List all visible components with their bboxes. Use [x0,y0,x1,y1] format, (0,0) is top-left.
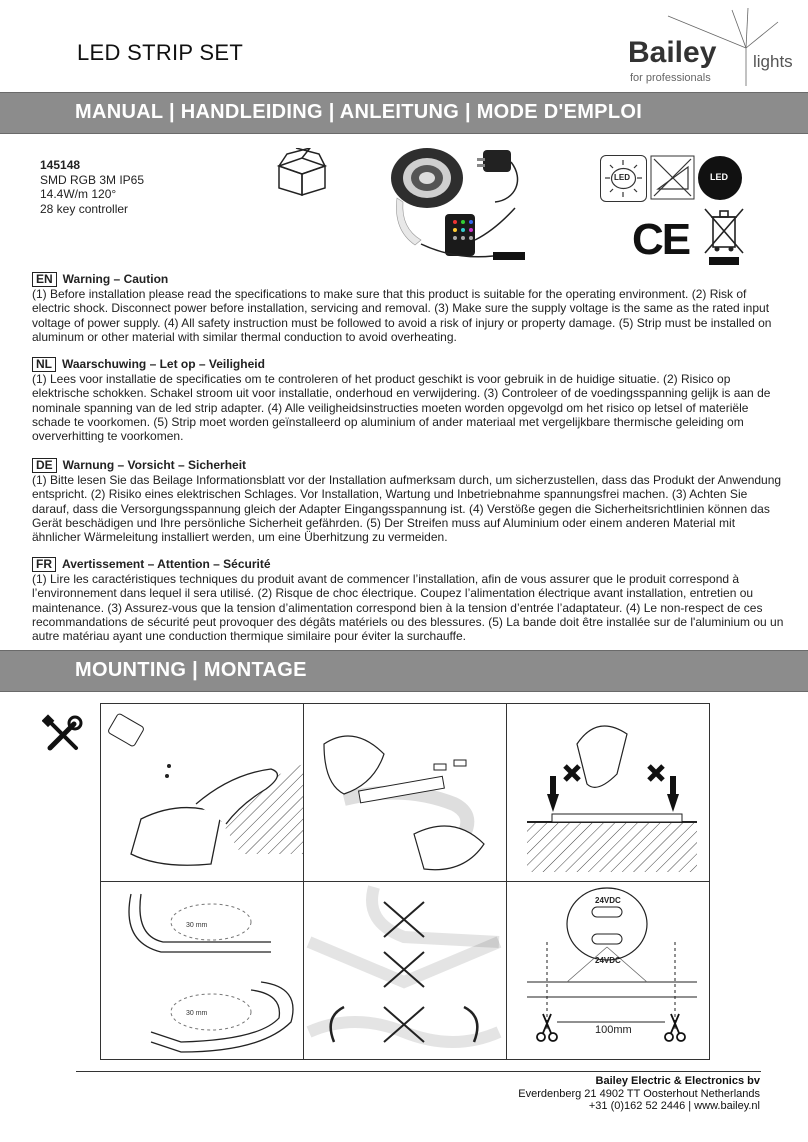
footer-info [518,1075,760,1113]
section-de-heading: Warnung – Vorsicht – Sicherheit [62,458,247,472]
step-clean-surface-illustration [101,704,303,881]
tools-icon [42,714,84,756]
step-peel-backing-illustration [304,704,506,881]
led-badge-icon [698,156,742,200]
step-bend-radius-illustration [101,882,303,1059]
ce-mark-icon: CE [632,215,690,264]
lang-tag-en: EN [32,272,57,287]
manual-band-title: MANUAL | HANDLEIDING | ANLEITUNG | MODE D'EMPLOI [75,101,643,123]
cut-length-label: 100mm [595,1024,632,1036]
logo-name: Bailey [628,36,717,69]
footer-company: Bailey Electric & Electronics bv [595,1075,760,1087]
lang-tag-fr: FR [32,557,56,572]
product-spec-line-1: SMD RGB 3M IP65 [40,172,145,187]
footer-address: Everdenberg 21 4902 TT Oosterhout Netherlands [518,1087,760,1100]
mounting-band [0,650,808,692]
power-adapter-image [477,150,518,202]
led-heat-label: LED [614,173,630,182]
led-badge-label: LED [710,172,728,182]
led-heat-icon [600,155,647,202]
mounting-band-title: MOUNTING | MONTAGE [75,659,307,681]
voltage-bottom-label: 24VDC [595,956,621,965]
section-fr [32,557,784,643]
logo-subtitle: for professionals [630,72,711,84]
product-spec-line-2: 14.4W/m 120° [40,187,117,201]
package-box-icon [275,148,330,196]
section-de [32,458,784,544]
section-de-body: (1) Bitte lesen Sie das Beilage Informationsblatt vor der Installation aufmerksam durch, um sicherzustellen, dass das Produkt der Anwendung entspricht. (2) Risiko eines elektrischen Schlages. Vor Installation, Wartung und Inbetriebnahme spannungsfrei machen. (3) Achten Sie darauf, dass die Versorgungsspannung gleich der Adapter Eingangsspannung ist. (4) Verstöße gegen die Sicherheitsrichtlinien können das Gerät beschädigen und Ihre persönliche Sicherheit gefährden. (5) Der Streifen muss auf Aluminium oder einem anderen Material mit ähnlicher Wärmeleitung installiert werden, um eine Überhitzung zu vermeiden. [32,473,782,545]
document-title: LED STRIP SET [77,40,244,65]
mounting-diagram-grid [100,703,710,1060]
section-nl-body: (1) Lees voor installatie de specificaties om te controleren of het product geschikt is voor gebruik in de huidige situatie. (2) Risico op elektrische schokken. Schakel stroom uit voor installatie, onderhoud en verwijdering. (3) Controleer of de voedingsspanning gelijk is aan de nominale spanning van de led strip adapter. (4) Alle veiligheidsinstructies moeten worden opgevolgd om het risico op letsel of materiële schade te voorkomen. (5) Strip moet worden geïnstalleerd op aluminium of ander materiaal met vergelijkbare thermische geleiding om oververhitting te voorkomen. [32,372,771,444]
step-no-twist-illustration [304,882,506,1059]
section-en [32,272,784,344]
manual-band [0,92,808,134]
step-press-strip-illustration [507,704,709,881]
section-en-body: (1) Before installation please read the specifications to make sure that this product is suitable for the operating environment. (2) Risk of electric shock. Disconnect power before installation, servicing and removal. (3) Make sure the supply voltage is the same as the rated input voltage of power supply. (4) All safety instruction must be followed to avoid a risk of injury or property damage. (5) Strip must be installed on aluminum or other material with similar thermal conduction to avoid overheating. [32,287,772,344]
footer-divider [76,1071,761,1072]
section-nl [32,357,784,443]
weee-bin-icon [703,205,745,267]
section-nl-heading: Waarschuwing – Let op – Veiligheid [62,357,265,371]
lang-tag-nl: NL [32,357,56,372]
lang-tag-de: DE [32,458,57,473]
product-spec-line-3: 28 key controller [40,201,129,216]
radius-label-2: 30 mm [186,1010,208,1017]
section-fr-heading: Avertissement – Attention – Sécurité [62,557,271,571]
no-dimmer-icon [650,155,695,200]
footer-contact: +31 (0)162 52 2446 | www.bailey.nl [588,1100,760,1112]
voltage-top-label: 24VDC [595,896,621,905]
section-fr-body: (1) Lire les caractéristiques techniques du produit avant de commencer l’installation, afin de vous assurer que le produit correspond à l’environnement dans lequel il sera utilisé. (2) Risque de choc électrique. Coupez l’alimentation électrique avant installation, entretien ou maintenance. (3) Assurez-vous que la tension d’alimentation correspond bien à la tension d’entrée l’adaptateur. (4) Le non-respect de ces recommandations de sécurité peut provoquer des dégâts matériels ou des blessures. (5) La bande doit être installée sur de l'aluminium ou un autre matériau ayant une conduction thermique similaire pour éviter la surchauffe. [32,572,784,644]
product-photo [385,140,530,265]
section-en-heading: Warning – Caution [62,272,169,286]
remote-control-image [445,214,475,256]
bailey-logo [628,8,803,88]
product-specs [40,158,144,216]
logo-word: lights [753,52,793,71]
product-code: 145148 [40,158,81,172]
radius-label-1: 30 mm [186,922,208,929]
